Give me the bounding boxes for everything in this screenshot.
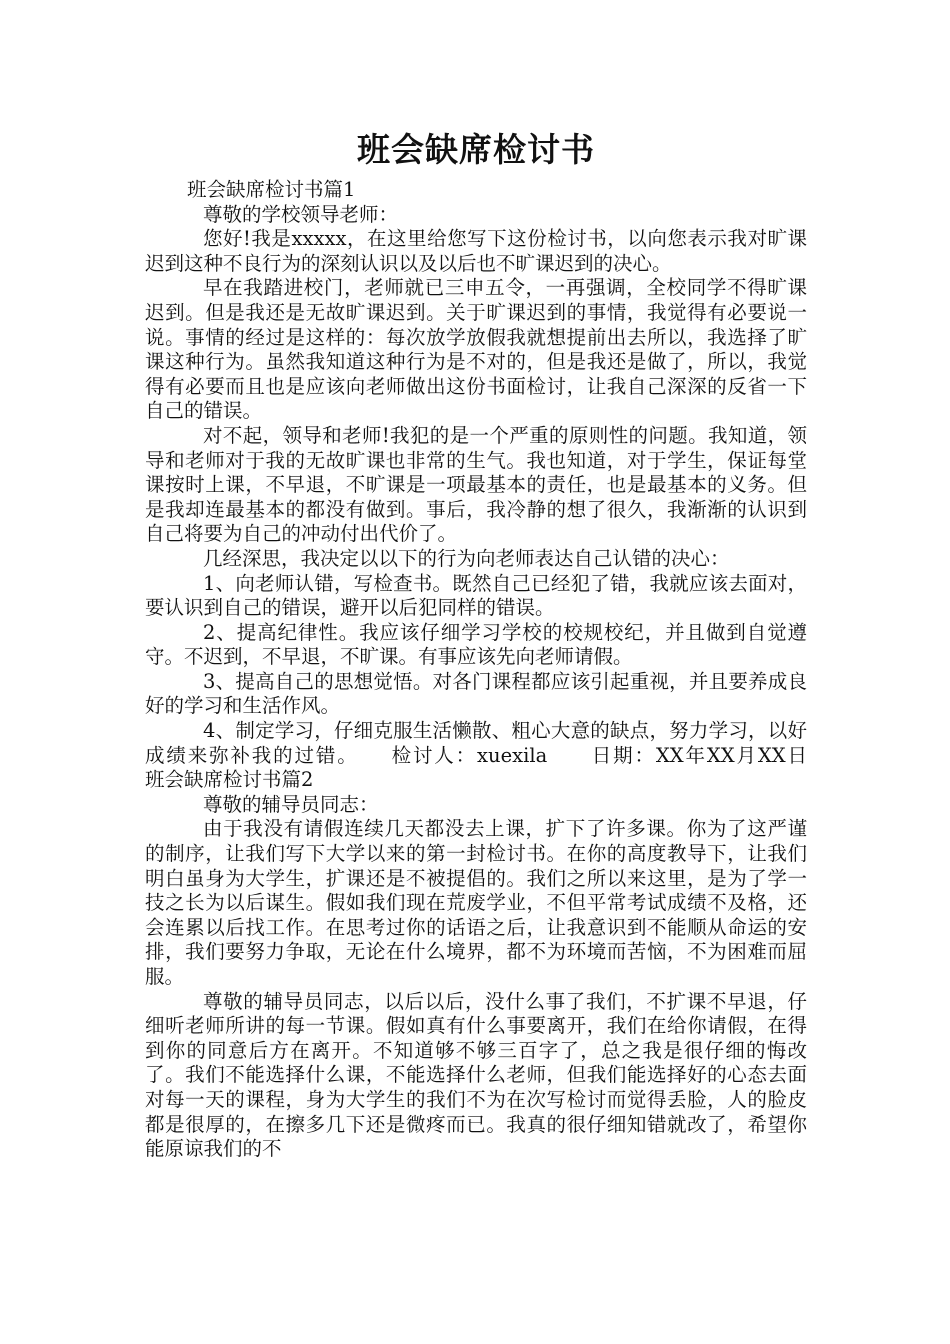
paragraph: 由于我没有请假连续几天都没去上课，扩下了许多课。你为了这严谨的制序，让我们写下大学以来的第一封检讨书。在你的高度教导下，让我们明白虽身为大学生，扩课还是不被提倡的。我们之所以来这里，是为了学一技之长为以后谋生。假如我们现在荒废学业，不但平常考试成绩不及格，还会连累以后找工作。在思考过你的话语之后，让我意识到不能顺从命运的安排，我们要努力争取，无论在什么境界，都不为环境而苦恼，不为困难而屈服。 (145, 817, 807, 988)
salutation-1: 尊敬的学校领导老师： (203, 202, 399, 226)
list-item: 2、提高纪律性。我应该仔细学习学校的校规校纪，并且做到自觉遵守。不迟到，不早退，不旷课。有事应该先向老师请假。 (145, 620, 807, 669)
document-title: 班会缺席检讨书 (357, 130, 595, 169)
list-item: 3、提高自己的思想觉悟。对各门课程都应该引起重视，并且要养成良好的学习和生活作风。 (145, 669, 807, 718)
salutation-2: 尊敬的辅导员同志： (203, 792, 379, 816)
paragraph: 几经深思，我决定以以下的行为向老师表达自己认错的决心： (203, 546, 730, 570)
list-item: 1、向老师认错，写检查书。既然自己已经犯了错，我就应该去面对，要认识到自己的错误，避开以后犯同样的错误。 (145, 571, 807, 620)
paragraph: 对不起，领导和老师!我犯的是一个严重的原则性的问题。我知道，领导和老师对于我的无故旷课也非常的生气。我也知道，对于学生，保证每堂课按时上课，不早退，不旷课是一项最基本的责任，也是最基本的义务。但是我却连最基本的都没有做到。事后，我冷静的想了很久，我渐渐的认识到自己将要为自己的冲动付出代价了。 (145, 423, 807, 546)
list-item: 4、制定学习，仔细克服生活懒散、粗心大意的缺点，努力学习，以好成绩来弥补我的过错。 检讨人：xuexila 日期：XX年XX月XX日 班会缺席检讨书篇2 (145, 719, 847, 792)
paragraph: 您好!我是xxxxx，在这里给您写下这份检讨书，以向您表示我对旷课迟到这种不良行为的深刻认识以及以后也不旷课迟到的决心。 (145, 227, 807, 275)
paragraph: 早在我踏进校门，老师就已三申五令，一再强调，全校同学不得旷课迟到。但是我还是无故旷课迟到。关于旷课迟到的事情，我觉得有必要说一说。事情的经过是这样的：每次放学放假我就想提前出去所以，我选择了旷课这种行为。虽然我知道这种行为是不对的，但是我还是做了，所以，我觉得有必要而且也是应该向老师做出这份书面检讨，让我自己深深的反省一下自己的错误。 (145, 276, 807, 423)
document-body (145, 124, 847, 1162)
paragraph: 尊敬的辅导员同志，以后以后，没什么事了我们，不扩课不早退，仔细听老师所讲的每一节课。假如真有什么事要离开，我们在给你请假，在得到你的同意后方在离开。不知道够不够三百字了，总之我是很仔细的悔改了。我们不能选择什么课，不能选择什么老师，但我们能选择好的心态去面对每一天的课程，身为大学生的我们不为在次写检讨而觉得丢脸，人的脸皮都是很厚的，在擦多几下还是微疼而已。我真的很仔细知错就改了，希望你能原谅我们的不 (145, 989, 807, 1161)
section-heading-1: 班会缺席检讨书篇1 (187, 178, 356, 201)
